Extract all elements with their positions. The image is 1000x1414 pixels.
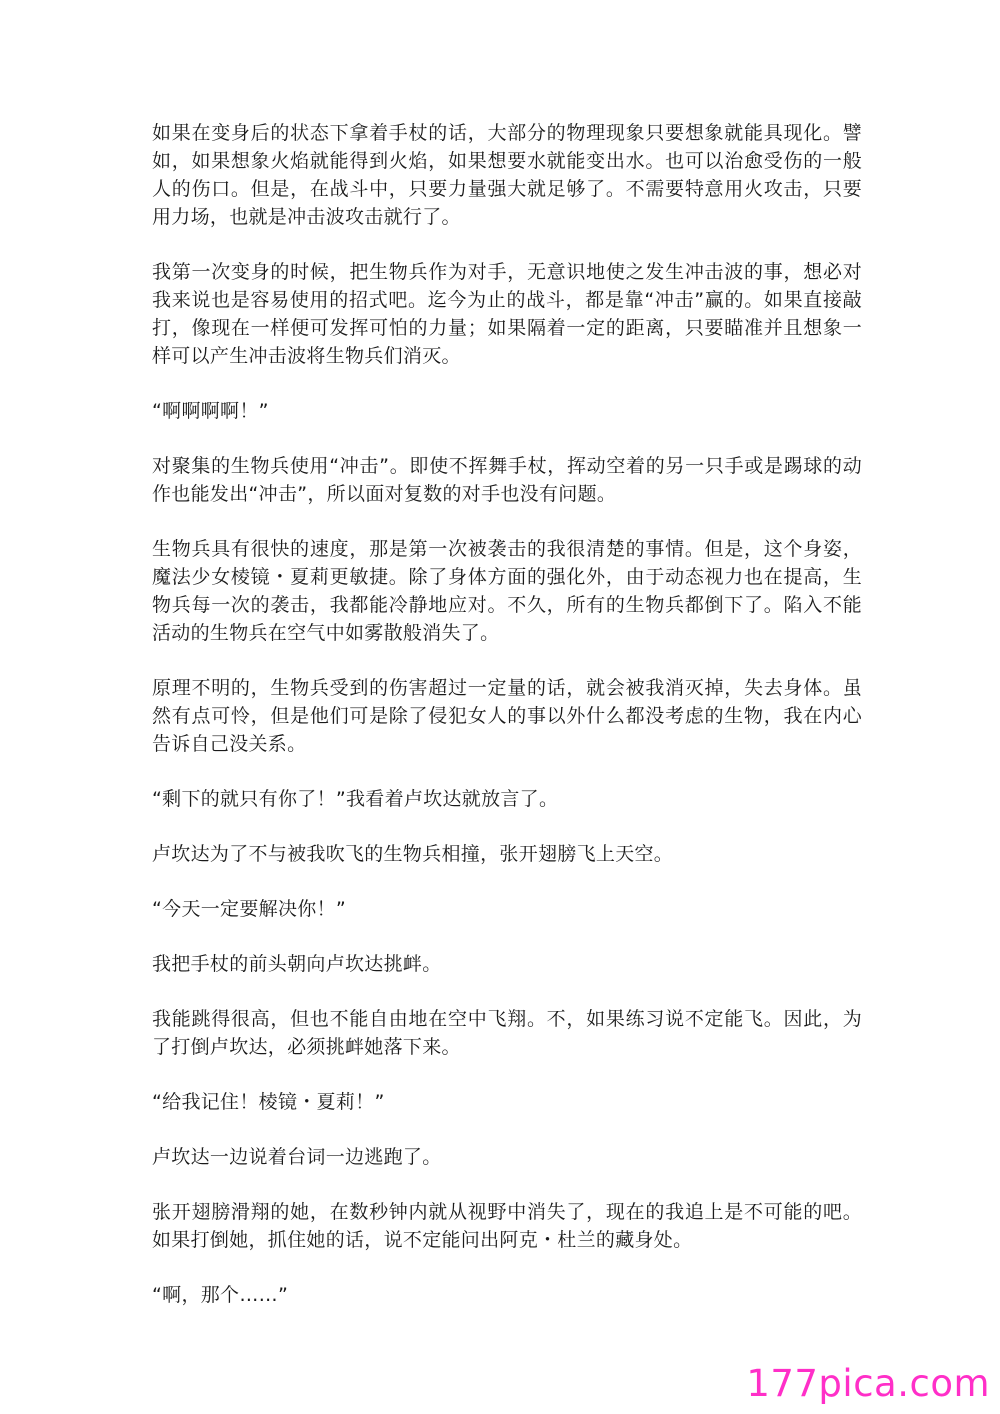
paragraph: 我把手杖的前头朝向卢坎达挑衅。	[152, 953, 442, 975]
dialogue-line: “今天一定要解决你！”	[152, 898, 346, 920]
paragraph: 如果在变身后的状态下拿着手杖的话，大部分的物理现象只要想象就能具现化。譬如，如果想象火焰就能得到火焰，如果想要水就能变出水。也可以治愈受伤的一般人的伤口。但是，在战斗中，只要力量强大就足够了。不需要特意用火攻击，只要用力场，也就是冲击波攻击就行了。	[152, 122, 862, 228]
site-watermark: 177pica.com	[746, 1362, 990, 1405]
paragraph: 生物兵具有很快的速度，那是第一次被袭击的我很清楚的事情。但是，这个身姿，魔法少女棱镜・夏莉更敏捷。除了身体方面的强化外，由于动态视力也在提高，生物兵每一次的袭击，我都能冷静地应对。不久，所有的生物兵都倒下了。陷入不能活动的生物兵在空气中如雾散般消失了。	[152, 538, 862, 644]
paragraph: 原理不明的，生物兵受到的伤害超过一定量的话，就会被我消灭掉，失去身体。虽然有点可怜，但是他们可是除了侵犯女人的事以外什么都没考虑的生物，我在内心告诉自己没关系。	[152, 677, 862, 755]
paragraph: 对聚集的生物兵使用“冲击”。即使不挥舞手杖，挥动空着的另一只手或是踢球的动作也能发出“冲击”，所以面对复数的对手也没有问题。	[152, 455, 862, 505]
dialogue-line: “给我记住！棱镜・夏莉！”	[152, 1091, 385, 1113]
body-text	[152, 119, 862, 1336]
paragraph: 卢坎达为了不与被我吹飞的生物兵相撞，张开翅膀飞上天空。	[152, 843, 674, 865]
paragraph: 我第一次变身的时候，把生物兵作为对手，无意识地使之发生冲击波的事，想必对我来说也是容易使用的招式吧。迄今为止的战斗，都是靠“冲击”赢的。如果直接敲打，像现在一样便可发挥可怕的力量；如果隔着一定的距离，只要瞄准并且想象一样可以产生冲击波将生物兵们消灭。	[152, 261, 862, 367]
dialogue-line: “啊，那个……”	[152, 1284, 289, 1306]
paragraph: 我能跳得很高，但也不能自由地在空中飞翔。不，如果练习说不定能飞。因此，为了打倒卢坎达，必须挑衅她落下来。	[152, 1008, 862, 1058]
dialogue-line: “啊啊啊啊！”	[152, 400, 269, 422]
paragraph: 张开翅膀滑翔的她，在数秒钟内就从视野中消失了，现在的我追上是不可能的吧。如果打倒她，抓住她的话，说不定能问出阿克・杜兰的藏身处。	[152, 1201, 862, 1251]
dialogue-line: “剩下的就只有你了！”我看着卢坎达就放言了。	[152, 788, 559, 810]
paragraph: 卢坎达一边说着台词一边逃跑了。	[152, 1146, 442, 1168]
